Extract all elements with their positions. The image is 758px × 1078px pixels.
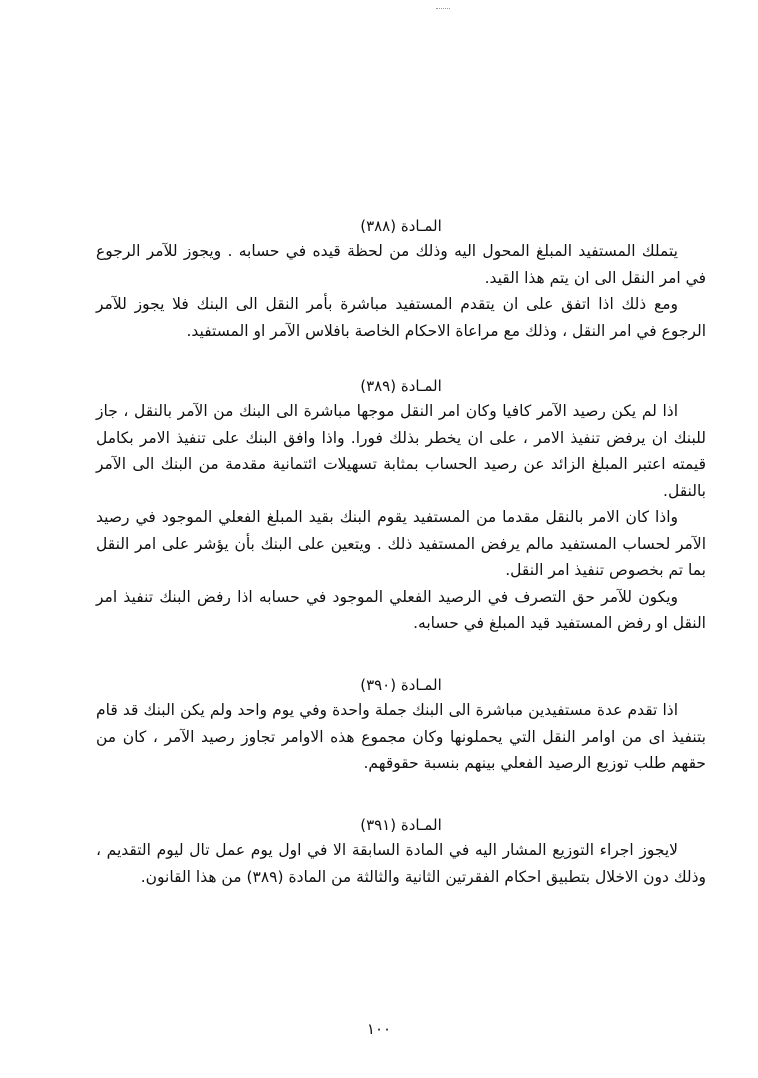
article-title: المـادة (٣٨٨) [360,217,442,235]
article-389 [96,377,706,637]
article-paragraph: ومع ذلك اذا اتفق على ان يتقدم المستفيد مباشرة بأمر النقل الى البنك فلا يجوز للآمر الرجوع في امر النقل ، وذلك مع مراعاة الاحكام الخاصة بافلاس الآمر او المستفيد. [96,295,706,340]
scan-speck-mark [436,8,450,11]
article-paragraph: لايجوز اجراء التوزيع المشار اليه في المادة السابقة الا في اول يوم عمل تال ليوم التقديم ، وذلك دون الاخلال بتطبيق احكام الفقرتين الثانية والثالثة من المادة (٣٨٩) من هذا القانون. [96,841,706,886]
page-number: ١٠٠ [366,1020,392,1038]
article-388 [96,217,706,344]
article-paragraph: واذا كان الامر بالنقل مقدما من المستفيد يقوم البنك بقيد المبلغ الفعلي الموجود في رصيد الآمر لحساب المستفيد مالم يرفض المستفيد ذلك . ويتعين على البنك بأن يؤشر على امر النقل بما تم بخصوص تنفيذ امر النقل. [96,508,706,579]
article-title: المـادة (٣٩١) [360,816,442,834]
article-paragraph: ويكون للآمر حق التصرف في الرصيد الفعلي الموجود في حسابه اذا رفض البنك تنفيذ امر النقل او رفض المستفيد قيد المبلغ في حسابه. [96,587,706,632]
article-390 [96,676,706,777]
article-title: المـادة (٣٨٩) [360,377,442,395]
article-paragraph: يتملك المستفيد المبلغ المحول اليه وذلك من لحظة قيده في حسابه . ويجوز للآمر الرجوع في امر النقل الى ان يتم هذا القيد. [96,242,706,287]
article-title: المـادة (٣٩٠) [360,676,442,694]
article-391 [96,816,706,890]
article-paragraph: اذا تقدم عدة مستفيدين مباشرة الى البنك جملة واحدة وفي يوم واحد ولم يكن البنك قد قام بتنفيذ اى من اوامر النقل التي يحملونها وكان مجموع هذه الاوامر تجاوز رصيد الآمر ، كان من حقهم طلب توزيع الرصيد الفعلي بينهم بنسبة حقوقهم. [96,701,706,772]
article-paragraph: اذا لم يكن رصيد الآمر كافيا وكان امر النقل موجها مباشرة الى البنك من الآمر بالنقل ، جاز للبنك ان يرفض تنفيذ الامر ، على ان يخطر بذلك فورا. واذا وافق البنك على تنفيذ الامر بكامل قيمته اعتبر المبلغ الزائد عن رصيد الحساب بمثابة تسهيلات ائتمانية مقدمة من البنك الى الآمر بالنقل. [96,402,706,500]
